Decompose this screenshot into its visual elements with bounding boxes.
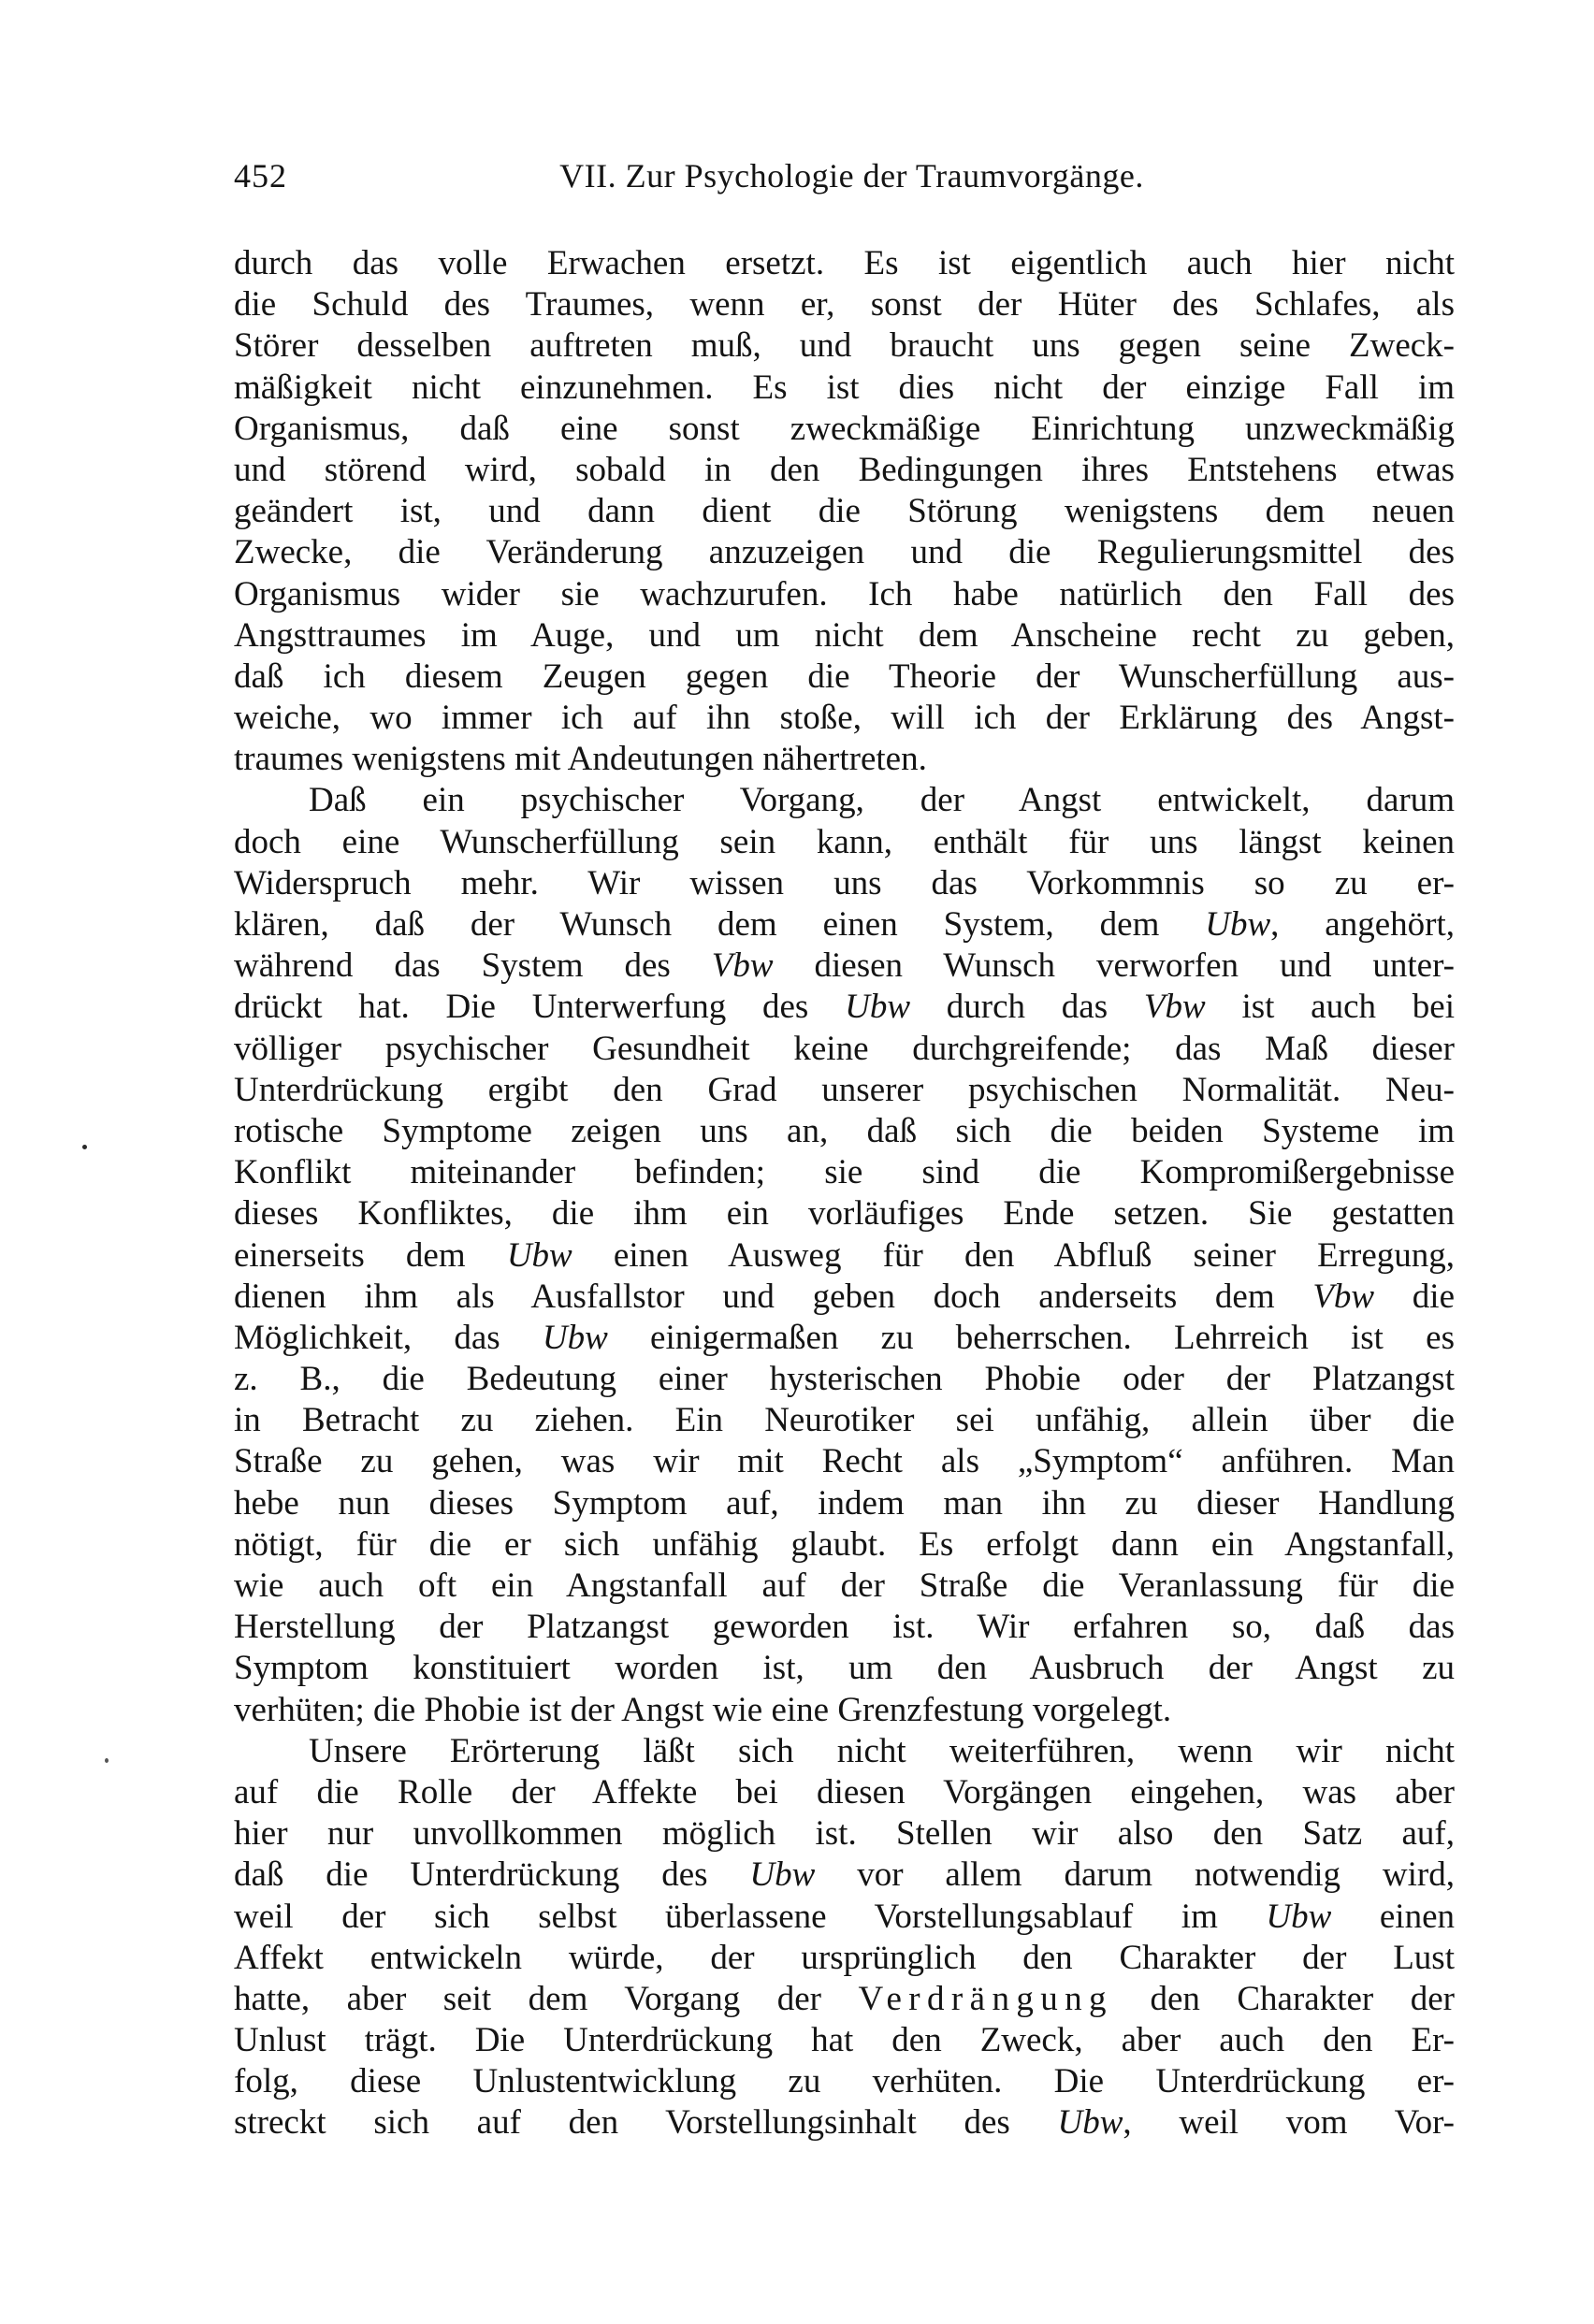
text-segment: die — [1374, 1277, 1455, 1316]
text-segment: folg, diese Unlustentwicklung zu verhüten. Die Unterdrückung er- — [234, 2062, 1455, 2101]
paragraph — [234, 243, 1455, 780]
text-line — [234, 822, 1455, 863]
emphasized-text: Ubw — [542, 1318, 608, 1357]
text-line — [234, 1400, 1455, 1441]
text-segment: streckt sich auf den Vorstellungsinhalt des — [234, 2103, 1058, 2143]
text-line — [234, 657, 1455, 698]
text-line — [234, 1235, 1455, 1277]
text-segment: Unsere Erörterung läßt sich nicht weiterführen, wenn wir nicht — [309, 1731, 1455, 1770]
text-line — [234, 1193, 1455, 1234]
text-line — [234, 1566, 1455, 1607]
text-line — [234, 1359, 1455, 1400]
text-segment: dienen ihm als Ausfallstor und geben doch anderseits dem — [234, 1277, 1313, 1316]
text-segment: rotische Symptome zeigen uns an, daß sich die beiden Systeme im — [234, 1111, 1455, 1150]
text-segment: traumes wenigstens mit Andeutungen nähertreten. — [234, 740, 927, 779]
text-segment: Unterdrückung ergibt den Grad unserer psychischen Normalität. Neu- — [234, 1070, 1455, 1109]
text-segment: daß die Unterdrückung des — [234, 1855, 750, 1895]
text-segment: , weil vom Vor- — [1123, 2103, 1455, 2143]
text-line — [234, 780, 1455, 821]
text-line — [234, 2102, 1455, 2144]
text-line — [234, 698, 1455, 739]
text-segment: völliger psychischer Gesundheit keine durchgreifende; das Maß dieser — [234, 1029, 1455, 1068]
text-segment: , angehört, — [1270, 905, 1455, 944]
text-line — [234, 1070, 1455, 1111]
ink-speck — [82, 1145, 87, 1149]
text-segment: einen Ausweg für den Abfluß seiner Erregung, — [572, 1235, 1455, 1275]
text-segment: Herstellung der Platzangst geworden ist. Wir erfahren so, daß das — [234, 1608, 1455, 1647]
paragraph — [234, 780, 1455, 1730]
text-segment: Straße zu gehen, was wir mit Recht als „Symptom“ anführen. Man — [234, 1442, 1455, 1481]
text-segment: die Schuld des Traumes, wenn er, sonst der Hüter des Schlafes, als — [234, 285, 1455, 325]
text-line — [234, 863, 1455, 904]
text-segment: doch eine Wunscherfüllung sein kann, enthält für uns längst keinen — [234, 822, 1455, 861]
text-segment: dieses Konfliktes, die ihm ein vorläufiges Ende setzen. Sie gestatten — [234, 1194, 1455, 1234]
text-segment: Unlust trägt. Die Unterdrückung hat den Zweck, aber auch den Er- — [234, 2021, 1455, 2060]
text-line — [234, 491, 1455, 532]
text-segment: wie auch oft ein Angstanfall auf der Straße die Veranlassung für die — [234, 1566, 1455, 1605]
text-segment: durch das volle Erwachen ersetzt. Es ist eigentlich auch hier nicht — [234, 244, 1455, 282]
text-line — [234, 368, 1455, 409]
paragraph — [234, 1731, 1455, 2144]
text-line — [234, 1690, 1455, 1731]
emphasized-text: Ubw — [506, 1235, 572, 1275]
page-number: 452 — [234, 157, 287, 195]
text-line — [234, 1029, 1455, 1070]
text-segment: nötigt, für die er sich unfähig glaubt. Es erfolgt dann ein Angstanfall, — [234, 1524, 1455, 1564]
text-line — [234, 987, 1455, 1028]
text-segment: Affekt entwickeln würde, der ursprünglich den Charakter der Lust — [234, 1938, 1455, 1977]
text-segment: auf die Rolle der Affekte bei diesen Vorgängen eingehen, was aber — [234, 1772, 1455, 1812]
emphasized-text: Ubw — [1266, 1897, 1332, 1936]
text-segment: weiche, wo immer ich auf ihn stoße, will ich der Erklärung des Angst- — [234, 699, 1455, 738]
text-segment: Störer desselben auftreten muß, und braucht uns gegen seine Zweck- — [234, 326, 1455, 366]
text-segment: daß ich diesem Zeugen gegen die Theorie der Wunscherfüllung aus- — [234, 657, 1455, 696]
page-body-text — [234, 243, 1455, 2144]
text-segment: klären, daß der Wunsch dem einen System, dem — [234, 905, 1206, 944]
text-segment: einigermaßen zu beherrschen. Lehrreich ist es — [607, 1318, 1456, 1357]
text-segment: während das System des — [234, 946, 712, 986]
text-line — [234, 1979, 1455, 2020]
text-segment: hebe nun dieses Symptom auf, indem man ihn zu dieser Handlung — [234, 1483, 1455, 1523]
text-segment: den Charakter der — [1112, 1979, 1455, 2018]
text-line — [234, 1318, 1455, 1359]
text-segment: einen — [1331, 1897, 1455, 1936]
text-line — [234, 1111, 1455, 1152]
emphasized-text: Vbw — [1312, 1277, 1375, 1316]
text-line — [234, 1648, 1455, 1689]
emphasized-text: Ubw — [845, 988, 911, 1027]
text-line — [234, 1897, 1455, 1938]
text-segment: diesen Wunsch verworfen und unter- — [773, 946, 1456, 986]
text-segment: vor allem darum notwendig wird, — [815, 1855, 1455, 1895]
text-segment: weil der sich selbst überlassene Vorstellungsablauf im — [234, 1897, 1267, 1936]
text-line — [234, 1731, 1455, 1772]
text-line — [234, 1441, 1455, 1482]
text-segment: geändert ist, und dann dient die Störung wenigstens dem neuen — [234, 492, 1455, 531]
text-line — [234, 1277, 1455, 1318]
text-line — [234, 2020, 1455, 2061]
text-segment: hatte, aber seit dem Vorgang der — [234, 1979, 859, 2018]
text-segment: z. B., die Bedeutung einer hysterischen Phobie oder der Platzangst — [234, 1360, 1455, 1399]
text-line — [234, 1483, 1455, 1524]
text-line — [234, 904, 1455, 945]
text-line — [234, 325, 1455, 367]
text-segment: durch das — [910, 988, 1144, 1027]
text-line — [234, 1855, 1455, 1896]
text-line — [234, 1607, 1455, 1648]
text-line — [234, 1524, 1455, 1566]
text-line — [234, 1813, 1455, 1855]
text-segment: mäßigkeit nicht einzunehmen. Es ist dies nicht der einzige Fall im — [234, 368, 1455, 407]
text-segment: Möglichkeit, das — [234, 1318, 543, 1357]
text-line — [234, 243, 1455, 284]
text-line — [234, 615, 1455, 657]
page-header — [234, 155, 1455, 198]
text-segment: Angsttraumes im Auge, und um nicht dem Anscheine recht zu geben, — [234, 615, 1455, 655]
text-segment: Organismus wider sie wachzurufen. Ich habe natürlich den Fall des — [234, 574, 1455, 613]
text-line — [234, 1152, 1455, 1193]
text-line — [234, 1772, 1455, 1813]
text-segment: drückt hat. Die Unterwerfung des — [234, 988, 846, 1027]
text-segment: Widerspruch mehr. Wir wissen uns das Vorkommnis so zu er- — [234, 863, 1455, 902]
ink-speck — [105, 1758, 109, 1763]
emphasized-text: Ubw — [1057, 2103, 1123, 2143]
emphasized-text: Ubw — [1205, 905, 1271, 944]
text-segment: Zwecke, die Veränderung anzuzeigen und die Regulierungsmittel des — [234, 533, 1455, 572]
text-line — [234, 532, 1455, 573]
text-line — [234, 409, 1455, 450]
text-segment: und störend wird, sobald in den Bedingungen ihres Entstehens etwas — [234, 450, 1455, 489]
text-segment: Konflikt miteinander befinden; sie sind die Kompromißergebnisse — [234, 1153, 1455, 1192]
emphasized-text: Vbw — [711, 946, 774, 986]
text-segment: verhüten; die Phobie ist der Angst wie eine Grenzfestung vorgelegt. — [234, 1690, 1172, 1729]
text-segment: ist auch bei — [1205, 988, 1455, 1027]
text-line — [234, 574, 1455, 615]
text-segment: Organismus, daß eine sonst zweckmäßige Einrichtung unzweckmäßig — [234, 409, 1455, 448]
emphasized-text: Vbw — [1143, 988, 1206, 1027]
text-line — [234, 945, 1455, 987]
text-line — [234, 2061, 1455, 2102]
running-title: VII. Zur Psychologie der Traumvorgänge. — [559, 157, 1144, 195]
text-line — [234, 1938, 1455, 1979]
text-segment: in Betracht zu ziehen. Ein Neurotiker sei unfähig, allein über die — [234, 1401, 1455, 1440]
text-segment: einerseits dem — [234, 1235, 507, 1275]
text-line — [234, 739, 1455, 780]
emphasized-text: Ubw — [749, 1855, 816, 1895]
text-line — [234, 284, 1455, 325]
text-segment: Daß ein psychischer Vorgang, der Angst entwickelt, darum — [309, 781, 1455, 820]
text-segment: Symptom konstituiert worden ist, um den Ausbruch der Angst zu — [234, 1649, 1455, 1688]
emphasized-text: Verdrängung — [858, 1979, 1113, 2018]
text-segment: hier nur unvollkommen möglich ist. Stellen wir also den Satz auf, — [234, 1814, 1455, 1854]
text-line — [234, 450, 1455, 491]
